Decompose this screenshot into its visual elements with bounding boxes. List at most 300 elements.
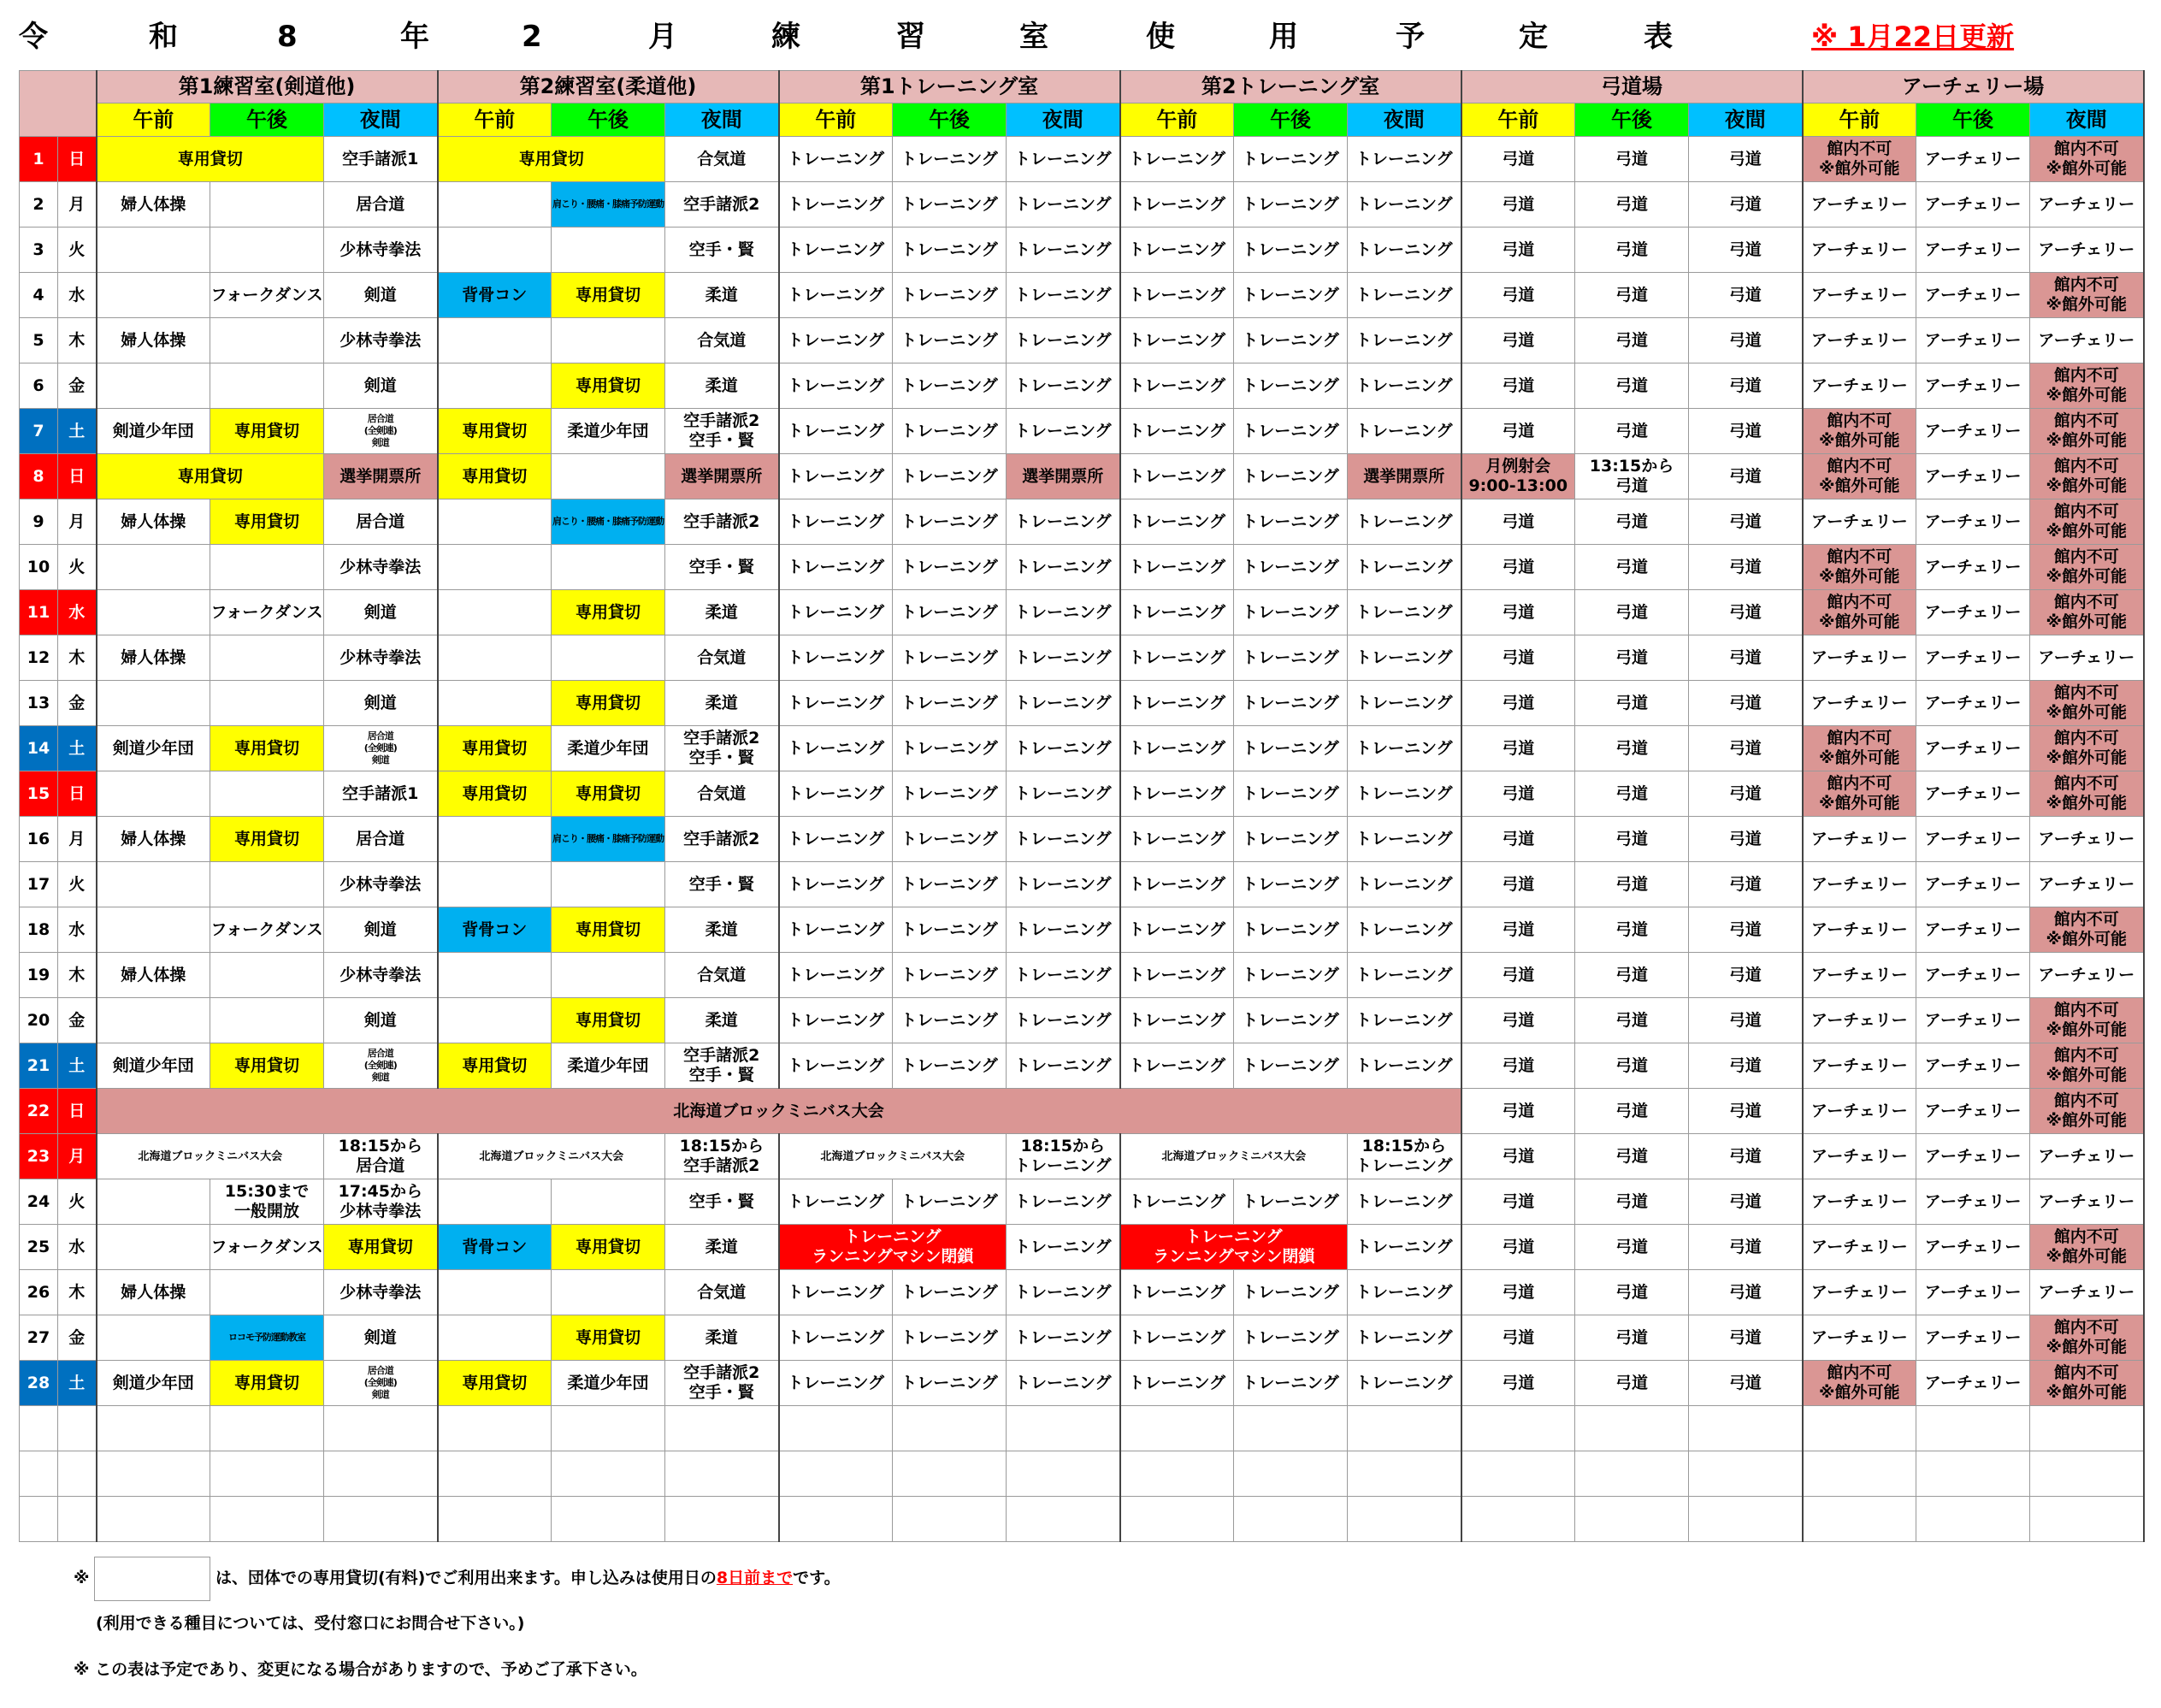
schedule-cell: トレーニング [1348, 545, 1461, 590]
schedule-cell: 館内不可 ※館外可能 [1803, 409, 1916, 454]
schedule-cell: 北海道ブロックミニバス大会 [97, 1089, 1461, 1134]
schedule-cell: トレーニング [1348, 363, 1461, 409]
schedule-cell [438, 228, 552, 273]
schedule-cell: アーチェリー [1916, 862, 2030, 907]
empty-cell [552, 1497, 665, 1542]
schedule-cell: トレーニング [779, 726, 893, 771]
schedule-row [20, 907, 2144, 953]
schedule-cell: 弓道 [1575, 1134, 1689, 1179]
schedule-cell: 空手・賢 [665, 228, 779, 273]
empty-cell [665, 1451, 779, 1497]
schedule-cell: トレーニング [893, 907, 1007, 953]
schedule-cell: 弓道 [1461, 182, 1575, 228]
schedule-cell: 空手諸派2 空手・賢 [665, 1361, 779, 1406]
schedule-cell: 弓道 [1575, 1270, 1689, 1315]
schedule-cell: 専用貸切 [97, 137, 324, 182]
schedule-cell: 北海道ブロックミニバス大会 [1120, 1134, 1348, 1179]
note-legend-text-a: は、団体での専用貸切(有料)でご利用出来ます。申し込みは使用日の [216, 1569, 717, 1587]
schedule-cell: 婦人体操 [97, 635, 210, 681]
schedule-cell: 選挙開票所 [324, 454, 438, 499]
schedule-cell: 館内不可 ※館外可能 [1803, 545, 1916, 590]
schedule-cell: トレーニング [893, 182, 1007, 228]
day-of-week: 水 [58, 907, 97, 953]
empty-cell [1007, 1451, 1120, 1497]
day-of-week: 土 [58, 726, 97, 771]
schedule-cell: トレーニング [893, 1361, 1007, 1406]
day-of-week: 金 [58, 998, 97, 1043]
empty-cell [1120, 1406, 1234, 1451]
empty-cell [1234, 1497, 1348, 1542]
schedule-cell: トレーニング [1007, 137, 1120, 182]
schedule-cell: 居合道 (全剣連) 剣道 [324, 1043, 438, 1089]
schedule-cell: アーチェリー [1916, 1134, 2030, 1179]
schedule-cell: トレーニング [1348, 817, 1461, 862]
schedule-row [20, 363, 2144, 409]
schedule-cell: 弓道 [1689, 182, 1803, 228]
day-of-week: 土 [58, 1361, 97, 1406]
period-header: 午後 [893, 103, 1007, 137]
schedule-cell: 館内不可 ※館外可能 [2030, 1361, 2144, 1406]
day-number: 8 [20, 454, 58, 499]
day-of-week: 金 [58, 681, 97, 726]
title-char: 年 [400, 20, 429, 54]
empty-cell [1007, 1497, 1120, 1542]
schedule-cell: トレーニング [1234, 590, 1348, 635]
schedule-cell: 弓道 [1575, 635, 1689, 681]
schedule-cell: トレーニング [779, 590, 893, 635]
empty-cell [2030, 1497, 2144, 1542]
schedule-row [20, 1270, 2144, 1315]
schedule-cell: アーチェリー [2030, 228, 2144, 273]
day-number: 7 [20, 409, 58, 454]
schedule-cell: 少林寺拳法 [324, 228, 438, 273]
schedule-cell: 肩こり・腰痛・膝痛予防運動 [552, 182, 665, 228]
schedule-cell: 専用貸切 [552, 681, 665, 726]
schedule-cell: 弓道 [1689, 907, 1803, 953]
empty-cell [665, 1406, 779, 1451]
schedule-cell: 弓道 [1689, 681, 1803, 726]
empty-cell [893, 1406, 1007, 1451]
schedule-cell: トレーニング [1120, 1179, 1234, 1225]
schedule-cell: 専用貸切 [210, 817, 324, 862]
schedule-cell: トレーニング [1348, 409, 1461, 454]
empty-cell [1689, 1406, 1803, 1451]
schedule-cell: アーチェリー [1916, 1315, 2030, 1361]
schedule-cell: 弓道 [1689, 862, 1803, 907]
schedule-cell: アーチェリー [1916, 1225, 2030, 1270]
schedule-cell: トレーニング [1348, 907, 1461, 953]
schedule-cell: トレーニング [779, 363, 893, 409]
schedule-cell: トレーニング [893, 137, 1007, 182]
schedule-cell: 弓道 [1689, 318, 1803, 363]
schedule-cell: トレーニング [893, 998, 1007, 1043]
schedule-cell: トレーニング [1348, 1225, 1461, 1270]
schedule-cell: 弓道 [1461, 1315, 1575, 1361]
schedule-cell: アーチェリー [1916, 318, 2030, 363]
schedule-cell: 弓道 [1575, 273, 1689, 318]
schedule-cell [97, 907, 210, 953]
empty-cell [1461, 1406, 1575, 1451]
schedule-cell: アーチェリー [1916, 590, 2030, 635]
schedule-cell: 肩こり・腰痛・膝痛予防運動 [552, 499, 665, 545]
schedule-cell: 弓道 [1575, 1225, 1689, 1270]
schedule-cell: 弓道 [1461, 771, 1575, 817]
empty-cell [1575, 1497, 1689, 1542]
schedule-cell: フォークダンス [210, 273, 324, 318]
schedule-cell: 選挙開票所 [665, 454, 779, 499]
schedule-cell: 弓道 [1575, 363, 1689, 409]
schedule-cell: トレーニング [1120, 273, 1234, 318]
schedule-cell: 弓道 [1575, 726, 1689, 771]
schedule-cell: 専用貸切 [552, 771, 665, 817]
schedule-cell: トレーニング [1348, 1361, 1461, 1406]
day-number: 10 [20, 545, 58, 590]
schedule-cell: トレーニング [1007, 953, 1120, 998]
day-of-week: 日 [58, 137, 97, 182]
empty-cell [1348, 1406, 1461, 1451]
schedule-cell: 剣道少年団 [97, 1043, 210, 1089]
schedule-row [20, 862, 2144, 907]
room-header: 弓道場 [1461, 71, 1803, 103]
schedule-cell: アーチェリー [1916, 454, 2030, 499]
schedule-row [20, 590, 2144, 635]
schedule-cell: アーチェリー [1916, 409, 2030, 454]
schedule-cell: 専用貸切 [552, 1225, 665, 1270]
schedule-cell: トレーニング [1007, 363, 1120, 409]
empty-cell [893, 1497, 1007, 1542]
schedule-row [20, 1361, 2144, 1406]
day-number: 18 [20, 907, 58, 953]
schedule-cell: トレーニング [1007, 771, 1120, 817]
schedule-cell: トレーニング [1348, 681, 1461, 726]
schedule-cell: 館内不可 ※館外可能 [2030, 499, 2144, 545]
schedule-cell [97, 590, 210, 635]
empty-cell [1689, 1497, 1803, 1542]
schedule-cell: 柔道少年団 [552, 409, 665, 454]
schedule-cell: トレーニング [893, 545, 1007, 590]
schedule-cell: 居合道 (全剣連) 剣道 [324, 726, 438, 771]
schedule-cell: 弓道 [1689, 1043, 1803, 1089]
schedule-cell: 婦人体操 [97, 499, 210, 545]
schedule-cell: 弓道 [1689, 499, 1803, 545]
schedule-cell: アーチェリー [1916, 273, 2030, 318]
period-header: 午後 [210, 103, 324, 137]
day-number: 24 [20, 1179, 58, 1225]
schedule-cell: トレーニング [1007, 182, 1120, 228]
empty-cell [1234, 1451, 1348, 1497]
schedule-cell: 剣道 [324, 1315, 438, 1361]
schedule-cell: アーチェリー [1916, 817, 2030, 862]
empty-cell [1461, 1451, 1575, 1497]
period-header: 午前 [1461, 103, 1575, 137]
schedule-cell: 弓道 [1689, 1089, 1803, 1134]
schedule-cell: 専用貸切 [438, 726, 552, 771]
schedule-cell [97, 862, 210, 907]
schedule-cell: トレーニング [893, 862, 1007, 907]
schedule-row [20, 998, 2144, 1043]
schedule-cell: フォークダンス [210, 590, 324, 635]
schedule-cell: 館内不可 ※館外可能 [2030, 771, 2144, 817]
schedule-cell: トレーニング [1007, 273, 1120, 318]
schedule-cell: アーチェリー [1916, 726, 2030, 771]
day-number: 26 [20, 1270, 58, 1315]
day-of-week: 日 [58, 454, 97, 499]
period-header: 午後 [552, 103, 665, 137]
schedule-cell: トレーニング [1348, 182, 1461, 228]
schedule-cell: 婦人体操 [97, 1270, 210, 1315]
schedule-cell: 空手・賢 [665, 1179, 779, 1225]
schedule-cell: 婦人体操 [97, 817, 210, 862]
day-of-week: 火 [58, 545, 97, 590]
empty-cell [58, 1406, 97, 1451]
schedule-cell: トレーニング [779, 454, 893, 499]
empty-cell [20, 1451, 58, 1497]
empty-cell [1007, 1406, 1120, 1451]
period-header: 午前 [779, 103, 893, 137]
schedule-cell [210, 318, 324, 363]
schedule-cell: 月例射会 9:00-13:00 [1461, 454, 1575, 499]
schedule-cell: トレーニング [1348, 318, 1461, 363]
day-of-week: 火 [58, 228, 97, 273]
schedule-cell: アーチェリー [1803, 998, 1916, 1043]
schedule-cell: アーチェリー [1803, 499, 1916, 545]
schedule-cell: トレーニング [1007, 862, 1120, 907]
schedule-cell: 柔道 [665, 1315, 779, 1361]
schedule-cell: 館内不可 ※館外可能 [2030, 137, 2144, 182]
schedule-cell: 弓道 [1575, 228, 1689, 273]
empty-cell [1803, 1497, 1916, 1542]
schedule-row [20, 1089, 2144, 1134]
schedule-cell: トレーニング [893, 681, 1007, 726]
schedule-cell [210, 635, 324, 681]
schedule-cell: トレーニング [1348, 998, 1461, 1043]
schedule-cell: トレーニング [1348, 137, 1461, 182]
schedule-cell: 弓道 [1689, 771, 1803, 817]
schedule-cell: トレーニング [779, 953, 893, 998]
title-char: 用 [1269, 20, 1298, 54]
schedule-cell: 弓道 [1689, 1361, 1803, 1406]
note-legend-text [216, 1565, 841, 1591]
schedule-cell: トレーニング [1007, 318, 1120, 363]
schedule-cell: 北海道ブロックミニバス大会 [97, 1134, 324, 1179]
empty-cell [438, 1406, 552, 1451]
schedule-cell: 館内不可 ※館外可能 [2030, 1043, 2144, 1089]
schedule-cell: トレーニング [1234, 182, 1348, 228]
schedule-cell: 北海道ブロックミニバス大会 [438, 1134, 665, 1179]
schedule-cell: 弓道 [1461, 681, 1575, 726]
schedule-cell: 剣道 [324, 273, 438, 318]
schedule-cell: 専用貸切 [324, 1225, 438, 1270]
schedule-cell: アーチェリー [1916, 1043, 2030, 1089]
title-char: 予 [1396, 20, 1425, 54]
empty-cell [552, 1406, 665, 1451]
day-of-week: 土 [58, 409, 97, 454]
schedule-cell: 館内不可 ※館外可能 [2030, 409, 2144, 454]
schedule-cell: トレーニング [1007, 1179, 1120, 1225]
schedule-cell: 弓道 [1689, 228, 1803, 273]
schedule-cell: 弓道 [1689, 273, 1803, 318]
schedule-cell [552, 953, 665, 998]
schedule-cell [438, 681, 552, 726]
period-header: 夜間 [2030, 103, 2144, 137]
schedule-cell: 専用貸切 [210, 1361, 324, 1406]
schedule-cell: トレーニング [1348, 953, 1461, 998]
schedule-cell: トレーニング [779, 137, 893, 182]
schedule-cell: トレーニング [1120, 182, 1234, 228]
schedule-cell: 弓道 [1461, 545, 1575, 590]
day-of-week: 金 [58, 363, 97, 409]
schedule-cell: 弓道 [1689, 1315, 1803, 1361]
schedule-cell: 館内不可 ※館外可能 [2030, 1315, 2144, 1361]
schedule-cell: トレーニング [893, 1315, 1007, 1361]
schedule-cell: 背骨コン [438, 273, 552, 318]
schedule-cell: 弓道 [1461, 273, 1575, 318]
schedule-cell: トレーニング [893, 635, 1007, 681]
schedule-cell: 弓道 [1689, 363, 1803, 409]
schedule-cell: トレーニング [893, 1270, 1007, 1315]
schedule-row [20, 454, 2144, 499]
day-number: 15 [20, 771, 58, 817]
period-header: 夜間 [324, 103, 438, 137]
day-number: 27 [20, 1315, 58, 1361]
schedule-cell: トレーニング [1120, 454, 1234, 499]
schedule-cell: 館内不可 ※館外可能 [2030, 545, 2144, 590]
schedule-cell [438, 318, 552, 363]
day-of-week: 水 [58, 1225, 97, 1270]
day-number: 22 [20, 1089, 58, 1134]
empty-cell [1348, 1451, 1461, 1497]
schedule-row [20, 1225, 2144, 1270]
schedule-cell: 空手諸派2 [665, 182, 779, 228]
period-header: 夜間 [1007, 103, 1120, 137]
schedule-cell: 弓道 [1575, 1361, 1689, 1406]
schedule-cell: アーチェリー [1916, 635, 2030, 681]
schedule-cell: トレーニング [1234, 953, 1348, 998]
schedule-cell: 柔道 [665, 363, 779, 409]
day-number: 11 [20, 590, 58, 635]
empty-cell [438, 1497, 552, 1542]
day-number: 13 [20, 681, 58, 726]
schedule-cell: 18:15から 居合道 [324, 1134, 438, 1179]
schedule-cell: 館内不可 ※館外可能 [2030, 363, 2144, 409]
period-header: 午後 [1575, 103, 1689, 137]
schedule-cell: アーチェリー [2030, 1134, 2144, 1179]
empty-cell [1916, 1451, 2030, 1497]
schedule-cell: トレーニング [1234, 817, 1348, 862]
schedule-cell: トレーニング [779, 182, 893, 228]
schedule-cell: トレーニング [1120, 545, 1234, 590]
schedule-cell: 背骨コン [438, 907, 552, 953]
schedule-cell: トレーニング [1120, 817, 1234, 862]
schedule-cell: 居合道 [324, 817, 438, 862]
schedule-cell: 専用貸切 [438, 137, 665, 182]
schedule-cell: アーチェリー [1916, 1361, 2030, 1406]
schedule-cell: トレーニング [779, 771, 893, 817]
schedule-cell [210, 681, 324, 726]
schedule-cell: 弓道 [1575, 182, 1689, 228]
schedule-cell: アーチェリー [1916, 681, 2030, 726]
day-of-week: 日 [58, 771, 97, 817]
schedule-cell: トレーニング [1007, 1361, 1120, 1406]
schedule-cell: トレーニング [1348, 273, 1461, 318]
schedule-cell: アーチェリー [1916, 182, 2030, 228]
schedule-cell: 柔道 [665, 681, 779, 726]
schedule-cell: 館内不可 ※館外可能 [2030, 907, 2144, 953]
schedule-cell: 弓道 [1575, 817, 1689, 862]
schedule-cell: 館内不可 ※館外可能 [2030, 454, 2144, 499]
room-header: 第1トレーニング室 [779, 71, 1120, 103]
day-of-week: 火 [58, 1179, 97, 1225]
schedule-cell: アーチェリー [1803, 1179, 1916, 1225]
schedule-cell: 合気道 [665, 137, 779, 182]
schedule-cell: 弓道 [1461, 318, 1575, 363]
schedule-cell: 弓道 [1461, 228, 1575, 273]
schedule-cell: トレーニング [779, 817, 893, 862]
schedule-cell [438, 998, 552, 1043]
schedule-cell: アーチェリー [1916, 1270, 2030, 1315]
schedule-cell: アーチェリー [1803, 907, 1916, 953]
schedule-cell: 少林寺拳法 [324, 953, 438, 998]
schedule-cell: 弓道 [1461, 409, 1575, 454]
schedule-cell: 少林寺拳法 [324, 545, 438, 590]
schedule-cell: トレーニング [893, 590, 1007, 635]
schedule-cell: 弓道 [1575, 998, 1689, 1043]
schedule-cell [552, 318, 665, 363]
schedule-cell [97, 273, 210, 318]
schedule-cell: トレーニング [893, 409, 1007, 454]
update-notice: ※ 1月22日更新 [1811, 21, 2015, 53]
schedule-cell: トレーニング [1007, 1315, 1120, 1361]
schedule-cell: トレーニング [893, 228, 1007, 273]
schedule-cell: トレーニング [1348, 590, 1461, 635]
schedule-cell: トレーニング [779, 409, 893, 454]
schedule-cell: 館内不可 ※館外可能 [1803, 454, 1916, 499]
schedule-cell [210, 228, 324, 273]
schedule-cell: 合気道 [665, 771, 779, 817]
note-inquiry: (利用できる種目については、受付窓口にお問合せ下さい。) [96, 1614, 525, 1633]
schedule-cell: トレーニング [1348, 1270, 1461, 1315]
schedule-cell: トレーニング [1120, 907, 1234, 953]
schedule-cell: トレーニング [779, 681, 893, 726]
period-header: 夜間 [665, 103, 779, 137]
day-number: 9 [20, 499, 58, 545]
empty-cell [58, 1451, 97, 1497]
schedule-cell: アーチェリー [2030, 1179, 2144, 1225]
schedule-cell: トレーニング [1234, 771, 1348, 817]
schedule-cell: 居合道 (全剣連) 剣道 [324, 1361, 438, 1406]
schedule-cell: トレーニング [1007, 1270, 1120, 1315]
schedule-cell: アーチェリー [1803, 953, 1916, 998]
empty-cell [324, 1497, 438, 1542]
schedule-cell: 空手諸派1 [324, 771, 438, 817]
schedule-cell [438, 363, 552, 409]
empty-cell [1120, 1497, 1234, 1542]
schedule-cell: 専用貸切 [552, 590, 665, 635]
schedule-row [20, 273, 2144, 318]
schedule-cell: アーチェリー [1803, 635, 1916, 681]
day-number: 23 [20, 1134, 58, 1179]
schedule-cell: 館内不可 ※館外可能 [1803, 726, 1916, 771]
schedule-cell: 館内不可 ※館外可能 [1803, 771, 1916, 817]
schedule-cell: アーチェリー [1803, 1270, 1916, 1315]
schedule-row [20, 1043, 2144, 1089]
schedule-row [20, 318, 2144, 363]
note-disclaimer: ※ この表は予定であり、変更になる場合がありますので、予めご了承下さい。 [74, 1660, 647, 1679]
schedule-cell: トレーニング [779, 318, 893, 363]
room-header: 第2トレーニング室 [1120, 71, 1461, 103]
schedule-cell: トレーニング [1234, 681, 1348, 726]
schedule-cell: 専用貸切 [210, 1043, 324, 1089]
